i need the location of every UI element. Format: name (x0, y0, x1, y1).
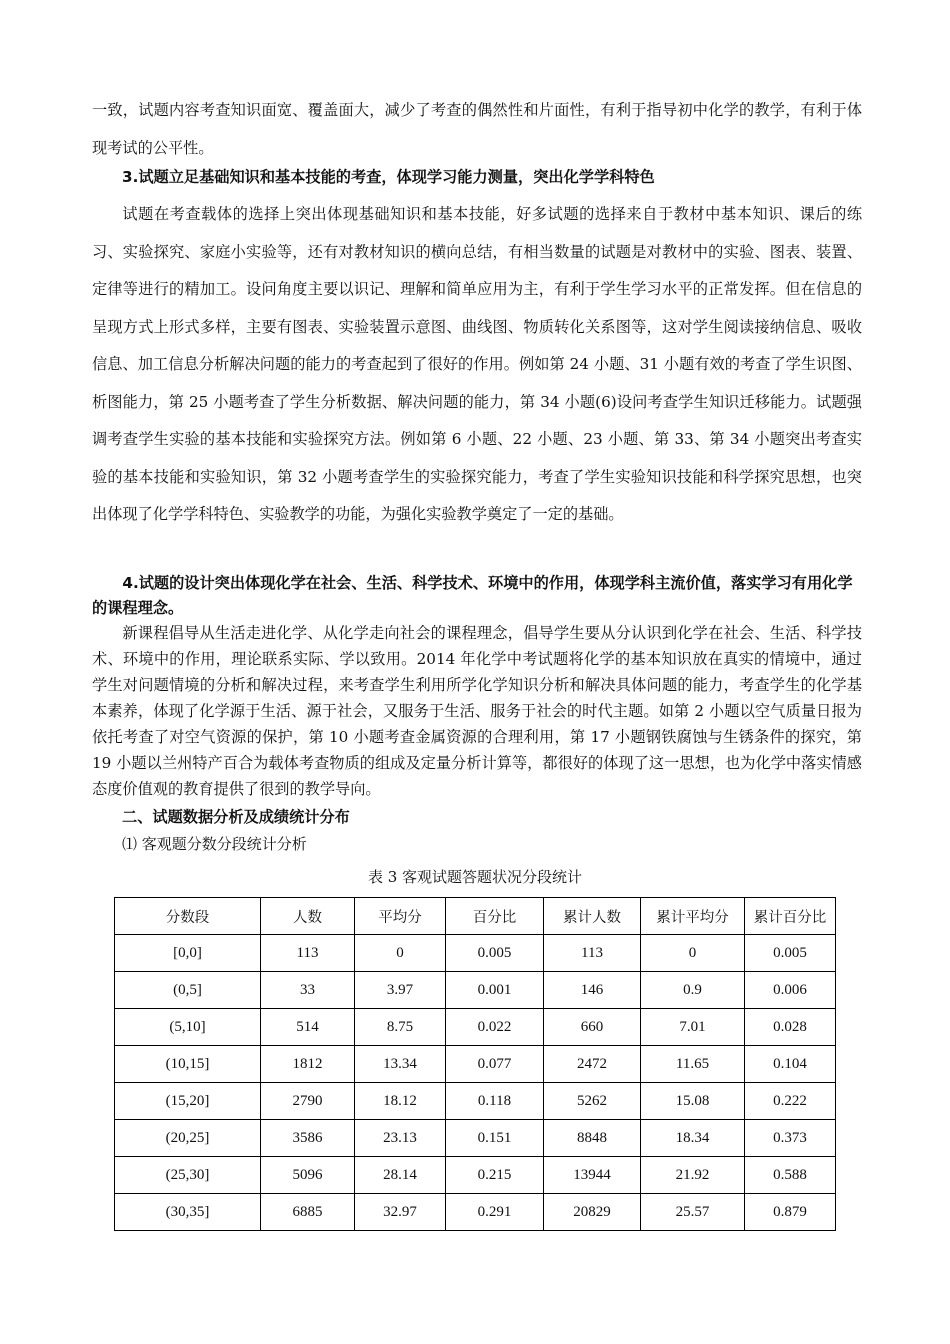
paragraph-basics: 试题在考查载体的选择上突出体现基础知识和基本技能，好多试题的选择来自于教材中基本知识、课后的练习、实验探究、家庭小实验等，还有对教材知识的横向总结，有相当数量的试题是对教材中的实验、图表、装置、定律等进行的精加工。设问角度主要以识记、理解和简单应用为主，有利于学生学习水平的正常发挥。但在信息的呈现方式上形式多样，主要有图表、实验装置示意图、曲线图、物质转化关系图等，这对学生阅读接纳信息、吸收信息、加工信息分析解决问题的能力的考查起到了很好的作用。例如第 24 小题、31 小题有效的考查了学生识图、析图能力，第 25 小题考查了学生分析数据、解决问题的能力，第 34 小题(6)设问考查学生知识迁移能力。试题强调考查学生实验的基本技能和实验探究方法。例如第 6 小题、22 小题、23 小题、第 33、第 34 小题突出考查实验的基本技能和实验知识，第 32 小题考查学生的实验探究能力，考查了学生实验知识技能和科学探究思想，也突出体现了化学学科特色、实验教学的功能，为强化实验教学奠定了一定的基础。 (92, 205, 862, 523)
table-cell: 113 (544, 935, 641, 972)
table-cell: 23.13 (355, 1120, 446, 1157)
table-cell: 0.001 (446, 972, 544, 1009)
table-cell: 0.215 (446, 1157, 544, 1194)
table-cell: [0,0] (115, 935, 261, 972)
table-cell: 33 (261, 972, 355, 1009)
table-cell: 13.34 (355, 1046, 446, 1083)
heading-3: 3.试题立足基础知识和基本技能的考查，体现学习能力测量，突出化学学科特色 (122, 168, 655, 186)
header-cell: 分数段 (115, 898, 261, 935)
table-cell: 2472 (544, 1046, 641, 1083)
header-cell: 累计平均分 (641, 898, 745, 935)
table-cell: 0 (641, 935, 745, 972)
header-cell: 累计人数 (544, 898, 641, 935)
header-cell: 百分比 (446, 898, 544, 935)
table-cell: 15.08 (641, 1083, 745, 1120)
table-cell: 0 (355, 935, 446, 972)
header-cell: 平均分 (355, 898, 446, 935)
table-cell: 0.005 (745, 935, 836, 972)
table-cell: 0.077 (446, 1046, 544, 1083)
table-cell: 18.34 (641, 1120, 745, 1157)
table-cell: 5262 (544, 1083, 641, 1120)
table-cell: 25.57 (641, 1194, 745, 1231)
table-row (115, 1009, 836, 1046)
table-cell: 28.14 (355, 1157, 446, 1194)
table-cell: 514 (261, 1009, 355, 1046)
table-cell: 18.12 (355, 1083, 446, 1120)
table-row (115, 972, 836, 1009)
table-cell: 0.005 (446, 935, 544, 972)
table-row (115, 1120, 836, 1157)
table-cell: 5096 (261, 1157, 355, 1194)
table-cell: 13944 (544, 1157, 641, 1194)
table-cell: 0.291 (446, 1194, 544, 1231)
table-cell: 0.022 (446, 1009, 544, 1046)
table-cell: (0,5] (115, 972, 261, 1009)
table-cell: 32.97 (355, 1194, 446, 1231)
table-cell: 0.373 (745, 1120, 836, 1157)
table-cell: 0.151 (446, 1120, 544, 1157)
table-cell: 0.006 (745, 972, 836, 1009)
table-cell: (10,15] (115, 1046, 261, 1083)
table-cell: (5,10] (115, 1009, 261, 1046)
table-cell: 7.01 (641, 1009, 745, 1046)
table-cell: 11.65 (641, 1046, 745, 1083)
table-cell: 8848 (544, 1120, 641, 1157)
table-row (115, 1046, 836, 1083)
table-cell: (25,30] (115, 1157, 261, 1194)
table-cell: 20829 (544, 1194, 641, 1231)
score-segment-table (114, 897, 836, 1231)
table-cell: 660 (544, 1009, 641, 1046)
table-row (115, 1194, 836, 1231)
section-heading-2: 二、试题数据分析及成绩统计分布 (122, 808, 350, 826)
table-cell: 0.104 (745, 1046, 836, 1083)
table-cell: 21.92 (641, 1157, 745, 1194)
header-cell: 累计百分比 (745, 898, 836, 935)
table-cell: 3.97 (355, 972, 446, 1009)
table-cell: 0.9 (641, 972, 745, 1009)
subsection-1: ⑴ 客观题分数分段统计分析 (122, 835, 307, 853)
paragraph-society: 新课程倡导从生活走进化学、从化学走向社会的课程理念，倡导学生要从分认识到化学在社会、生活、科学技术、环境中的作用，理论联系实际、学以致用。2014 年化学中考试题将化学的基本知识放在真实的情境中，通过学生对问题情境的分析和解决过程，来考查学生利用所学化学知识分析和解决具体问题的能力，考查学生的化学基本素养，体现了化学源于生活、源于社会，又服务于生活、服务于社会的时代主题。如第 2 小题以空气质量日报为依托考查了对空气资源的保护，第 10 小题考查金属资源的合理利用，第 17 小题钢铁腐蚀与生锈条件的探究，第 19 小题以兰州特产百合为载体考查物质的组成及定量分析计算等，都很好的体现了这一思想，也为化学中落实情感态度价值观的教育提供了很到的教学导向。 (92, 624, 862, 798)
table-row (115, 1157, 836, 1194)
table-cell: (30,35] (115, 1194, 261, 1231)
table-cell: 113 (261, 935, 355, 972)
table-cell: 0.588 (745, 1157, 836, 1194)
table-header-row (115, 898, 836, 935)
table-cell: 6885 (261, 1194, 355, 1231)
table-caption: 表 3 客观试题答题状况分段统计 (367, 868, 583, 886)
table-cell: 3586 (261, 1120, 355, 1157)
heading-4: 4.试题的设计突出体现化学在社会、生活、科学技术、环境中的作用，体现学科主流价值，落实学习有用化学的课程理念。 (92, 574, 853, 617)
table-row (115, 935, 836, 972)
table-cell: 1812 (261, 1046, 355, 1083)
paragraph-fairness: 一致，试题内容考查知识面宽、覆盖面大，减少了考查的偶然性和片面性，有利于指导初中化学的教学，有利于体现考试的公平性。 (92, 101, 862, 157)
table-cell: (20,25] (115, 1120, 261, 1157)
header-cell: 人数 (261, 898, 355, 935)
table-cell: 0.118 (446, 1083, 544, 1120)
table-cell: 146 (544, 972, 641, 1009)
table-cell: (15,20] (115, 1083, 261, 1120)
table-cell: 0.879 (745, 1194, 836, 1231)
table-cell: 0.028 (745, 1009, 836, 1046)
table-cell: 8.75 (355, 1009, 446, 1046)
table-cell: 2790 (261, 1083, 355, 1120)
table-row (115, 1083, 836, 1120)
table-cell: 0.222 (745, 1083, 836, 1120)
